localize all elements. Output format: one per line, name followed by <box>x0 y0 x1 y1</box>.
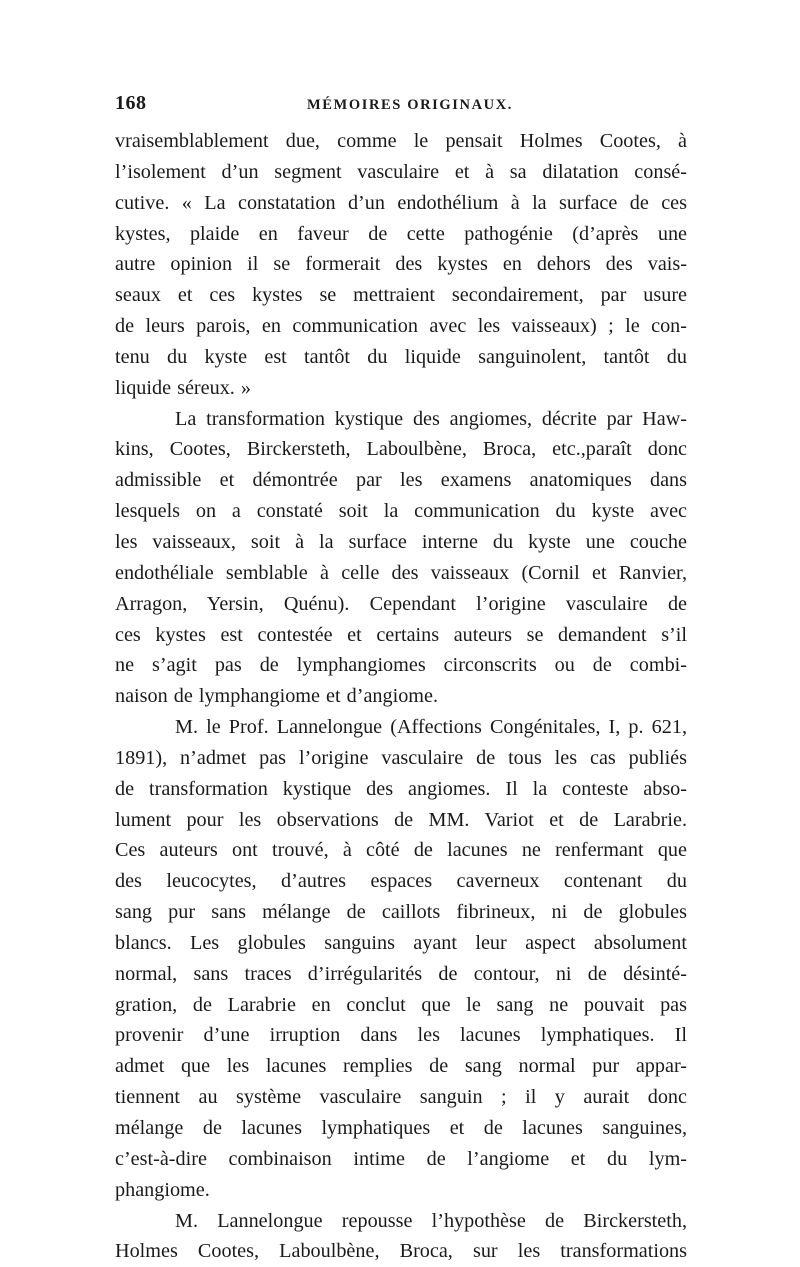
text-line: seaux et ces kystes se mettraient secondairement, par usure <box>115 284 687 307</box>
body-text <box>115 126 687 1267</box>
text-line: liquide séreux. » <box>115 376 251 399</box>
text-line: admissible et démontrée par les examens anatomiques dans <box>115 469 687 492</box>
text-line: M. le Prof. Lannelongue (Affections Congénitales, I, p. 621, <box>175 716 687 739</box>
text-line: sang pur sans mélange de caillots fibrineux, ni de globules <box>115 901 687 924</box>
running-head: MÉMOIRES ORIGINAUX. <box>307 97 514 113</box>
page-header <box>115 92 687 124</box>
text-line: tiennent au système vasculaire sanguin ; il y aurait donc <box>115 1086 687 1109</box>
text-line: de leurs parois, en communication avec les vaisseaux) ; le con- <box>115 315 687 338</box>
text-line: endothéliale semblable à celle des vaisseaux (Cornil et Ranvier, <box>115 561 687 584</box>
text-line: vraisemblablement due, comme le pensait Holmes Cootes, à <box>115 130 687 152</box>
text-line: autre opinion il se formerait des kystes en dehors des vais- <box>115 253 687 276</box>
text-line: de transformation kystique des angiomes. Il la conteste abso- <box>115 777 687 800</box>
text-line: ne s’agit pas de lymphangiomes circonscrits ou de combi- <box>115 654 687 677</box>
book-page <box>115 92 687 1267</box>
text-line: La transformation kystique des angiomes, décrite par Haw- <box>175 407 687 430</box>
text-line: lument pour les observations de MM. Variot et de Larabrie. <box>115 808 687 831</box>
text-line: blancs. Les globules sanguins ayant leur aspect absolument <box>115 931 687 954</box>
text-line: des leucocytes, d’autres espaces caverneux contenant du <box>115 870 687 893</box>
text-line: Arragon, Yersin, Quénu). Cependant l’origine vasculaire de <box>115 592 687 615</box>
text-line: kystes, plaide en faveur de cette pathogénie (d’après une <box>115 222 687 245</box>
text-line: lesquels on a constaté soit la communication du kyste avec <box>115 500 687 523</box>
text-line: Holmes Cootes, Laboulbène, Broca, sur les transformations <box>115 1240 687 1263</box>
text-line: cutive. « La constatation d’un endothélium à la surface de ces <box>115 191 687 214</box>
text-line: gration, de Larabrie en conclut que le sang ne pouvait pas <box>115 993 687 1016</box>
page-number: 168 <box>115 92 147 114</box>
text-line: les vaisseaux, soit à la surface interne du kyste une couche <box>115 530 687 553</box>
text-line: tenu du kyste est tantôt du liquide sanguinolent, tantôt du <box>115 345 687 368</box>
text-line: 1891), n’admet pas l’origine vasculaire de tous les cas publiés <box>115 746 687 769</box>
text-line: normal, sans traces d’irrégularités de contour, ni de désinté- <box>115 962 687 985</box>
text-line: phangiome. <box>115 1178 210 1201</box>
text-line: Ces auteurs ont trouvé, à côté de lacunes ne renfermant que <box>115 839 687 862</box>
text-line: ces kystes est contestée et certains auteurs se demandent s’il <box>115 623 687 646</box>
text-line: kins, Cootes, Birckersteth, Laboulbène, Broca, etc.,paraît donc <box>115 438 687 461</box>
text-line: provenir d’une irruption dans les lacunes lymphatiques. Il <box>115 1024 687 1047</box>
text-line: naison de lymphangiome et d’angiome. <box>115 685 438 708</box>
text-line: l’isolement d’un segment vasculaire et à sa dilatation consé- <box>115 160 687 183</box>
text-line: mélange de lacunes lymphatiques et de lacunes sanguines, <box>115 1117 687 1139</box>
text-line: M. Lannelongue repousse l’hypothèse de Birckersteth, <box>175 1209 687 1232</box>
text-line: c’est-à-dire combinaison intime de l’angiome et du lym- <box>115 1147 687 1170</box>
text-line: admet que les lacunes remplies de sang normal pur appar- <box>115 1055 687 1078</box>
